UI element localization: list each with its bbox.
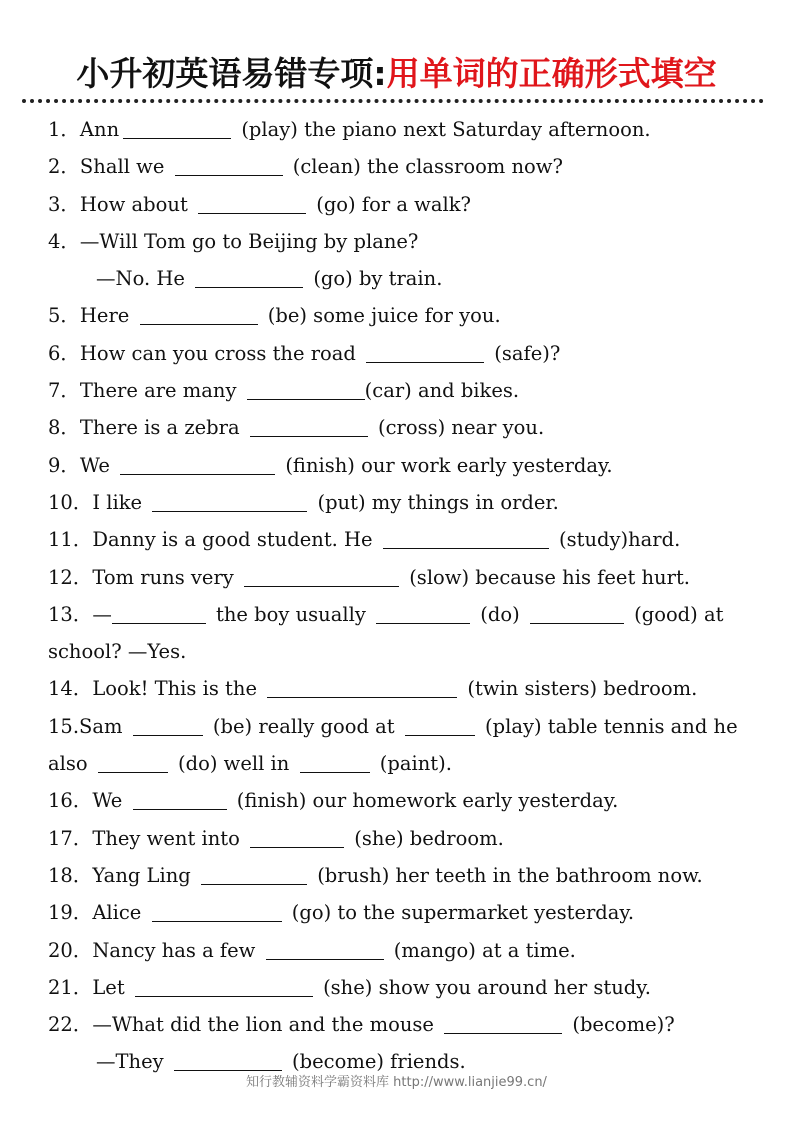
question-number: 19． xyxy=(48,901,93,925)
question-text: (be) some juice for you. xyxy=(267,304,501,328)
question-text: (clean) the classroom now? xyxy=(292,155,563,179)
question-number: 11． xyxy=(48,528,93,552)
answer-blank[interactable] xyxy=(405,713,475,736)
question-number: 13． xyxy=(48,602,93,626)
question-number: 3． xyxy=(48,192,80,216)
question-text: (slow) because his feet hurt. xyxy=(409,565,690,589)
answer-blank[interactable] xyxy=(366,340,484,363)
question-text: (play) table tennis and he xyxy=(485,714,738,738)
exercise-list xyxy=(48,111,753,1081)
question-text: —They xyxy=(96,1050,164,1074)
question-text: (become) friends. xyxy=(292,1050,466,1074)
question-17 xyxy=(48,820,753,857)
question-text: (go) to the supermarket yesterday. xyxy=(291,901,635,925)
question-text: Sam xyxy=(79,714,123,738)
page-title xyxy=(0,48,793,95)
answer-blank[interactable] xyxy=(133,787,227,810)
answer-blank[interactable] xyxy=(120,452,275,475)
question-text: We xyxy=(79,453,110,477)
answer-blank[interactable] xyxy=(140,302,258,325)
answer-blank[interactable] xyxy=(244,564,399,587)
question-9 xyxy=(48,447,753,484)
answer-blank[interactable] xyxy=(198,191,306,214)
question-number: 21． xyxy=(48,975,93,999)
question-text: (become)? xyxy=(572,1013,675,1037)
question-text: Let xyxy=(92,975,125,999)
question-text: Look! This is the xyxy=(92,677,257,701)
question-text: — xyxy=(92,602,112,626)
question-text: the boy usually xyxy=(216,602,366,626)
question-10 xyxy=(48,484,753,521)
question-14 xyxy=(48,670,753,707)
question-text: Yang Ling xyxy=(92,863,191,887)
answer-blank[interactable] xyxy=(383,526,549,549)
question-4 xyxy=(48,223,753,260)
question-11 xyxy=(48,521,753,558)
question-number: 5． xyxy=(48,304,80,328)
question-text: They went into xyxy=(92,826,240,850)
question-number: 18． xyxy=(48,863,93,887)
question-8 xyxy=(48,409,753,446)
answer-blank[interactable] xyxy=(112,601,206,624)
question-number: 22． xyxy=(48,1013,93,1037)
answer-blank[interactable] xyxy=(247,377,365,400)
answer-blank[interactable] xyxy=(300,750,370,773)
question-text: (finish) our work early yesterday. xyxy=(285,453,613,477)
footer-watermark: 知行教辅资料学霸资料库 http://www.lianjie99.cn/ xyxy=(246,1075,547,1090)
question-number: 6． xyxy=(48,341,80,365)
answer-blank[interactable] xyxy=(174,1048,282,1071)
question-text: How can you cross the road xyxy=(79,341,356,365)
question-16 xyxy=(48,782,753,819)
question-1 xyxy=(48,111,753,148)
question-13 xyxy=(48,596,753,633)
answer-blank[interactable] xyxy=(444,1011,562,1034)
question-text: (finish) our homework early yesterday. xyxy=(236,789,619,813)
question-number: 7． xyxy=(48,379,80,403)
question-20 xyxy=(48,932,753,969)
question-number: 15. xyxy=(48,714,80,738)
answer-blank[interactable] xyxy=(195,265,303,288)
question-text: Alice xyxy=(92,901,142,925)
question-number: 20． xyxy=(48,938,93,962)
question-15 xyxy=(48,708,753,745)
question-22 xyxy=(48,1006,753,1043)
question-text: Danny is a good student. He xyxy=(92,528,373,552)
question-12 xyxy=(48,559,753,596)
answer-blank[interactable] xyxy=(201,862,307,885)
question-text: We xyxy=(92,789,123,813)
question-number: 14． xyxy=(48,677,93,701)
question-7 xyxy=(48,372,753,409)
question-text: (be) really good at xyxy=(212,714,395,738)
question-text: Shall we xyxy=(79,155,165,179)
question-text: —What did the lion and the mouse xyxy=(92,1013,434,1037)
question-2 xyxy=(48,148,753,185)
question-number: 1． xyxy=(48,118,80,141)
question-number: 9． xyxy=(48,453,80,477)
question-text: (do) well in xyxy=(178,752,290,776)
question-text: (safe)? xyxy=(494,341,561,365)
dotted-divider xyxy=(22,99,764,103)
question-text: (she) show you around her study. xyxy=(323,975,651,999)
question-number: 12． xyxy=(48,565,93,589)
question-6 xyxy=(48,335,753,372)
question-text: I like xyxy=(92,490,143,514)
question-number: 16． xyxy=(48,789,93,813)
answer-blank[interactable] xyxy=(152,899,282,922)
answer-blank[interactable] xyxy=(376,601,470,624)
question-4-answer-line xyxy=(48,260,753,297)
answer-blank[interactable] xyxy=(152,489,307,512)
question-text: (go) by train. xyxy=(313,267,443,291)
question-text: (twin sisters) bedroom. xyxy=(467,677,698,701)
question-21 xyxy=(48,969,753,1006)
question-5 xyxy=(48,297,753,334)
question-text: How about xyxy=(79,192,188,216)
title-red-part: 用单词的正确形式填空 xyxy=(386,54,717,93)
question-number: 8． xyxy=(48,416,80,440)
question-number: 10． xyxy=(48,490,93,514)
answer-blank[interactable] xyxy=(250,414,368,437)
question-text: There are many xyxy=(79,379,237,403)
question-18 xyxy=(48,857,753,894)
question-number: 2． xyxy=(48,155,80,179)
question-text: Nancy has a few xyxy=(92,938,256,962)
question-text: (play) the piano next Saturday afternoon. xyxy=(241,118,651,141)
question-text: (good) at xyxy=(634,602,724,626)
question-text: (do) xyxy=(480,602,520,626)
question-text: (paint). xyxy=(379,752,452,776)
answer-blank[interactable] xyxy=(250,825,344,848)
question-13-continued xyxy=(48,633,753,670)
question-text: (cross) near you. xyxy=(378,416,545,440)
title-black-part: 小升初英语易错专项: xyxy=(76,54,387,93)
question-text: (brush) her teeth in the bathroom now. xyxy=(317,863,703,887)
question-text: school? —Yes. xyxy=(48,640,187,664)
question-3 xyxy=(48,186,753,223)
answer-blank[interactable] xyxy=(267,675,457,698)
question-text: (go) for a walk? xyxy=(316,192,471,216)
question-text: also xyxy=(48,752,88,776)
answer-blank[interactable] xyxy=(133,713,203,736)
answer-blank[interactable] xyxy=(98,750,168,773)
question-text: (she) bedroom. xyxy=(354,826,504,850)
question-text: Tom runs very xyxy=(92,565,234,589)
question-text: (car) and bikes. xyxy=(364,379,520,403)
answer-blank[interactable] xyxy=(123,116,231,139)
question-19 xyxy=(48,894,753,931)
answer-blank[interactable] xyxy=(135,974,313,997)
question-text: Here xyxy=(79,304,130,328)
question-text: (mango) at a time. xyxy=(393,938,576,962)
question-text: (study)hard. xyxy=(559,528,681,552)
question-text: Ann xyxy=(79,118,120,141)
question-text: (put) my things in order. xyxy=(317,490,559,514)
question-text: There is a zebra xyxy=(79,416,240,440)
answer-blank[interactable] xyxy=(266,937,384,960)
question-15-continued xyxy=(48,745,753,782)
question-number: 17． xyxy=(48,826,93,850)
answer-blank[interactable] xyxy=(175,153,283,176)
question-text: —No. He xyxy=(96,267,185,291)
question-text: —Will Tom go to Beijing by plane? xyxy=(79,229,419,253)
answer-blank[interactable] xyxy=(530,601,624,624)
question-number: 4． xyxy=(48,229,80,253)
